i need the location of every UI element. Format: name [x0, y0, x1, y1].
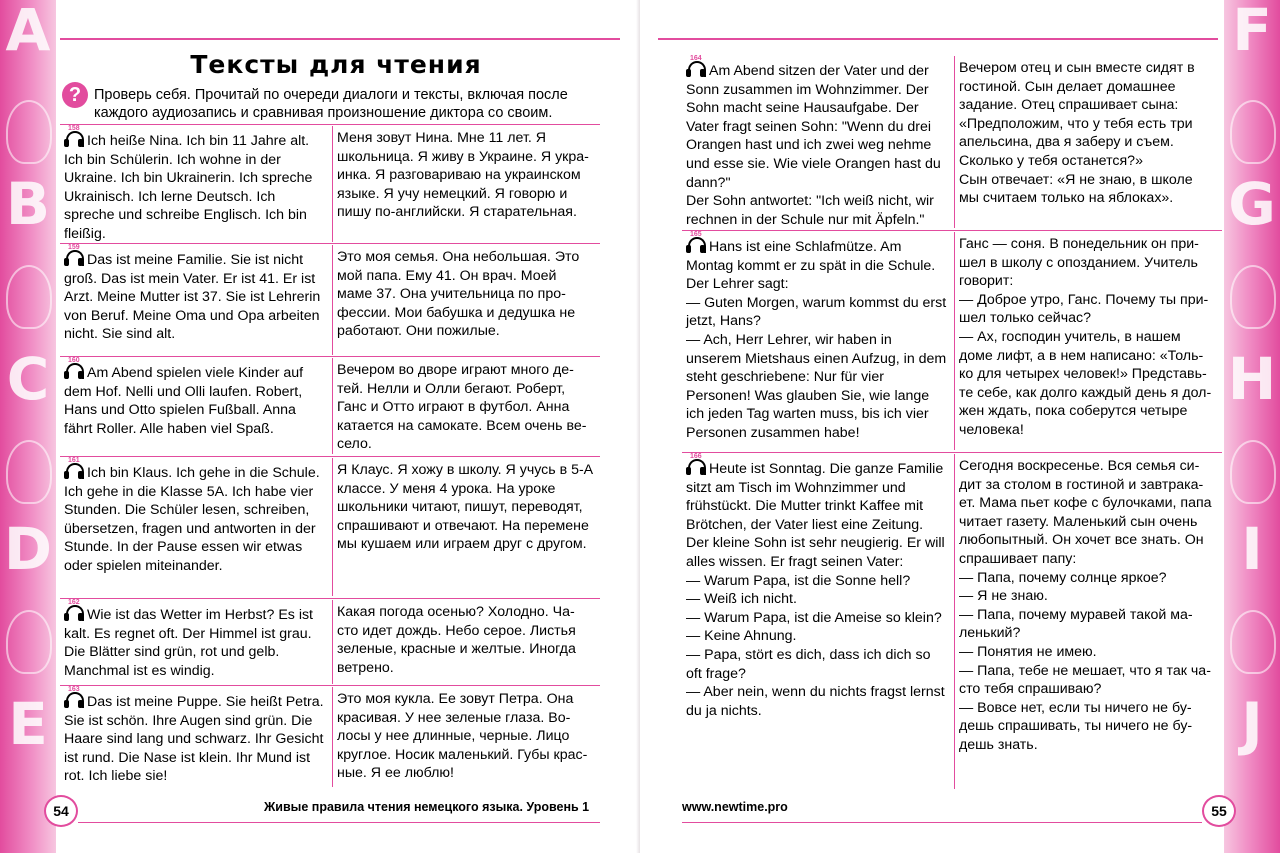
- bottom-divider: [682, 822, 1202, 823]
- german-text-cell: [60, 245, 332, 355]
- german-text: Heute ist Sonntag. Die ganze Familie sitzt am Tisch im Wohnzimmer und frühstückt. Die Mutter trinkt Kaffee mit Brötchen, der Vater liest eine Zeitung. Der kleine Sohn ist sehr neugierig. Er will alles wissen. Er fragt seinen Vater: — Warum Papa, ist die Sonne hell? — Weiß ich nicht. — Warum Papa, ist die Ameise so klein? — Keine Ahnung. — Papa, stört es dich, dass ich dich so oft frage? — Aber nein, wenn du nichts fragst lernst du ja nichts.: [686, 461, 945, 719]
- russian-text: Меня зовут Нина. Мне 11 лет. Я школьница. Я живу в Украине. Я укра-инка. Я разговариваю на украинском языке. Я учу немецкий. Я говорю и пишу по-английски. Я старательная.: [337, 130, 589, 221]
- text-row-162: [60, 600, 600, 684]
- headphones-icon[interactable]: 158: [64, 129, 84, 147]
- german-text: Am Abend sitzen der Vater und der Sonn zusammen im Wohnzimmer. Der Sohn macht seine Hausaufgabe. Der Vater fragt seinen Sohn: "Wenn du drei Orangen hast und ich zwei weg nehme und esse sie. Wie viele Orangen hast du dann?" Der Sohn antwortet: "Ich weiß nicht, wir rechnen in der Schule nur mit Äpfeln.": [686, 63, 941, 228]
- question-icon: ?: [62, 82, 88, 108]
- left-alphabet-strip: [0, 0, 56, 853]
- russian-text: Это моя кукла. Ее зовут Петра. Она красивая. У нее зеленые глаза. Во-лосы у нее длинные, черные. Лицо круглое. Носик маленький. Губы крас-ные. Я ее люблю!: [337, 691, 588, 782]
- russian-text-cell: [954, 232, 1222, 450]
- side-letter: C: [6, 345, 50, 413]
- german-text: Wie ist das Wetter im Herbst? Es ist kalt. Es regnet oft. Der Himmel ist grau. Die Blätter sind grün, rot und gelb. Manchmal ist es windig.: [64, 607, 314, 679]
- german-text-cell: [682, 56, 954, 228]
- side-letter: B: [5, 170, 51, 238]
- top-divider: [658, 38, 1218, 40]
- text-row-158: [60, 126, 600, 242]
- german-text-cell: [60, 687, 332, 787]
- headphones-icon[interactable]: 160: [64, 361, 84, 379]
- doodle-figure-icon: [1230, 610, 1276, 674]
- russian-text: Сегодня воскресенье. Вся семья си-дит за столом в гостиной и завтрака-ет. Мама пьет кофе с булочками, папа читает газету. Маленький сын очень любопытный. Он хочет все знать. Он спрашивает папу: — Папа, почему солнце яркое? — Я не знаю. — Папа, почему муравей такой ма-ленький? — Понятия не имею. — Папа, тебе не мешает, что я так ча-сто тебя спрашиваю? — Вовсе нет, если ты ничего не бу-дешь спрашивать, ты ничего не бу-дешь знать.: [959, 458, 1212, 753]
- russian-text: Вечером во дворе играют много де-тей. Нелли и Олли бегают. Роберт, Ганс и Отто играют в футбол. Анна катается на самокате. Всем очень ве-село.: [337, 362, 587, 453]
- text-row-165: [682, 232, 1222, 450]
- intro-text: Проверь себя. Прочитай по очереди диалоги и тексты, включая после каждого аудиозапись и сравнивая произношение диктора со своим.: [94, 87, 568, 121]
- german-text-cell: [60, 600, 332, 684]
- side-letter: F: [1232, 0, 1272, 64]
- page-title: Тексты для чтения: [190, 50, 482, 79]
- headphones-icon[interactable]: 162: [64, 603, 84, 621]
- german-text: Das ist meine Puppe. Sie heißt Petra. Sie ist schön. Ihre Augen sind grün. Die Haare sind lang und schwarz. Ihr Gesicht ist rund. Die Nase ist klein. Ihr Mund ist rot. Ich liebe sie!: [64, 694, 324, 785]
- doodle-figure-icon: [1230, 440, 1276, 504]
- row-divider: [60, 598, 600, 599]
- doodle-figure-icon: [6, 610, 52, 674]
- german-text: Ich heiße Nina. Ich bin 11 Jahre alt. Ich bin Schülerin. Ich wohne in der Ukraine. Ich bin Ukrainerin. Ich spreche Ukrainisch. Ich lerne Deutsch. Ich spreche und schreibe Englisch. Ich bin fleißig.: [64, 133, 313, 242]
- row-divider: [60, 685, 600, 686]
- german-text: Ich bin Klaus. Ich gehe in die Schule. Ich gehe in die Klasse 5A. Ich habe vier Stunden. Die Schüler lesen, schreiben, übersetzen, fragen und antworten in der Stunde. In der Pause essen wir etwas oder spielen miteinander.: [64, 465, 320, 574]
- russian-text-cell: [332, 358, 600, 454]
- left-page: [53, 0, 640, 853]
- russian-text: Ганс — соня. В понедельник он при-шел в школу с опозданием. Учитель говорит: — Доброе утро, Ганс. Почему ты при-шел только сейчас? — Ах, господин учитель, в нашем доме лифт, а в нем написано: «Толь-ко для четырех человек!» Представь-те себе, как долго каждый день я дол-жен ждать, пока соберутся четыре человека!: [959, 236, 1212, 438]
- russian-text-cell: [332, 126, 600, 242]
- side-letter: I: [1241, 515, 1263, 583]
- headphones-icon[interactable]: 161: [64, 461, 84, 479]
- german-text-cell: [60, 458, 332, 596]
- row-divider: [682, 230, 1222, 231]
- russian-text: Какая погода осенью? Холодно. Ча-сто идет дождь. Небо серое. Листья зеленые, красные и желтые. Иногда ветрено.: [337, 604, 576, 676]
- russian-text-cell: [332, 458, 600, 596]
- headphones-icon[interactable]: 166: [686, 457, 706, 475]
- doodle-figure-icon: [6, 100, 52, 164]
- doodle-figure-icon: [1230, 265, 1276, 329]
- text-row-159: [60, 245, 600, 355]
- russian-text-cell: [332, 245, 600, 355]
- german-text-cell: [682, 454, 954, 789]
- side-letter: H: [1227, 345, 1277, 413]
- row-divider: [60, 356, 600, 357]
- text-row-163: [60, 687, 600, 787]
- russian-text-cell: [954, 56, 1222, 228]
- german-text: Das ist meine Familie. Sie ist nicht groß. Das ist mein Vater. Er ist 41. Er ist Arzt. Meine Mutter ist 37. Sie ist Lehrerin von Beruf. Meine Oma und Opa arbeiten nicht. Sie sind alt.: [64, 252, 321, 343]
- german-text-cell: [60, 126, 332, 242]
- headphones-icon[interactable]: 159: [64, 248, 84, 266]
- top-divider: [60, 38, 620, 40]
- row-divider: [60, 124, 600, 125]
- side-letter: J: [1241, 690, 1263, 758]
- side-letter: D: [3, 515, 53, 583]
- side-letter: G: [1228, 170, 1276, 238]
- text-row-164: [682, 56, 1222, 228]
- headphones-icon[interactable]: 163: [64, 690, 84, 708]
- german-text: Am Abend spielen viele Kinder auf dem Hof. Nelli und Olli laufen. Robert, Hans und Otto spielen Fußball. Anna fährt Roller. Alle haben viel Spaß.: [64, 365, 304, 437]
- row-divider: [60, 456, 600, 457]
- right-alphabet-strip: [1224, 0, 1280, 853]
- right-page: [640, 0, 1227, 853]
- russian-text: Вечером отец и сын вместе сидят в гостиной. Сын делает домашнее задание. Отец спрашивает сына: «Предположим, что у тебя есть три апельсина, два я заберу и съем. Сколько у тебя останется?» Сын отвечает: «Я не знаю, в школе мы считаем только на яблоках».: [959, 60, 1195, 207]
- side-letter: E: [8, 690, 48, 758]
- russian-text: Я Клаус. Я хожу в школу. Я учусь в 5-А классе. У меня 4 урока. На уроке школьники читают, пишут, переводят, спрашивают и отвечают. На перемене мы кушаем или играем друг с другом.: [337, 462, 594, 553]
- russian-text: Это моя семья. Она небольшая. Это мой папа. Ему 41. Он врач. Моей маме 37. Она учительница по про-фессии. Мои бабушка и дедушка не работают. Они пожилые.: [337, 249, 580, 340]
- headphones-icon[interactable]: 164: [686, 59, 706, 77]
- page-number: 54: [44, 795, 78, 827]
- russian-text-cell: [954, 454, 1222, 789]
- doodle-figure-icon: [6, 440, 52, 504]
- text-row-166: [682, 454, 1222, 789]
- side-letter: A: [5, 0, 51, 64]
- row-divider: [682, 452, 1222, 453]
- row-divider: [60, 243, 600, 244]
- page-footer: Живые правила чтения немецкого языка. Уровень 1: [264, 800, 590, 814]
- page-footer: www.newtime.pro: [682, 800, 788, 814]
- text-row-160: [60, 358, 600, 454]
- german-text-cell: [682, 232, 954, 450]
- text-row-161: [60, 458, 600, 596]
- bottom-divider: [78, 822, 600, 823]
- russian-text-cell: [332, 600, 600, 684]
- german-text-cell: [60, 358, 332, 454]
- headphones-icon[interactable]: 165: [686, 235, 706, 253]
- german-text: Hans ist eine Schlafmütze. Am Montag kommt er zu spät in die Schule. Der Lehrer sagt: — Guten Morgen, warum kommst du erst jetzt, Hans? — Ach, Herr Lehrer, wir haben in unserem Mietshaus einen Aufzug, in dem steht geschriebene: Nur für vier Personen! Was glauben Sie, wie lange ich jeden Tag warten muss, bis ich vier Personen zusammen habe!: [686, 239, 947, 441]
- page-number: 55: [1202, 795, 1236, 827]
- doodle-figure-icon: [1230, 100, 1276, 164]
- russian-text-cell: [332, 687, 600, 787]
- doodle-figure-icon: [6, 265, 52, 329]
